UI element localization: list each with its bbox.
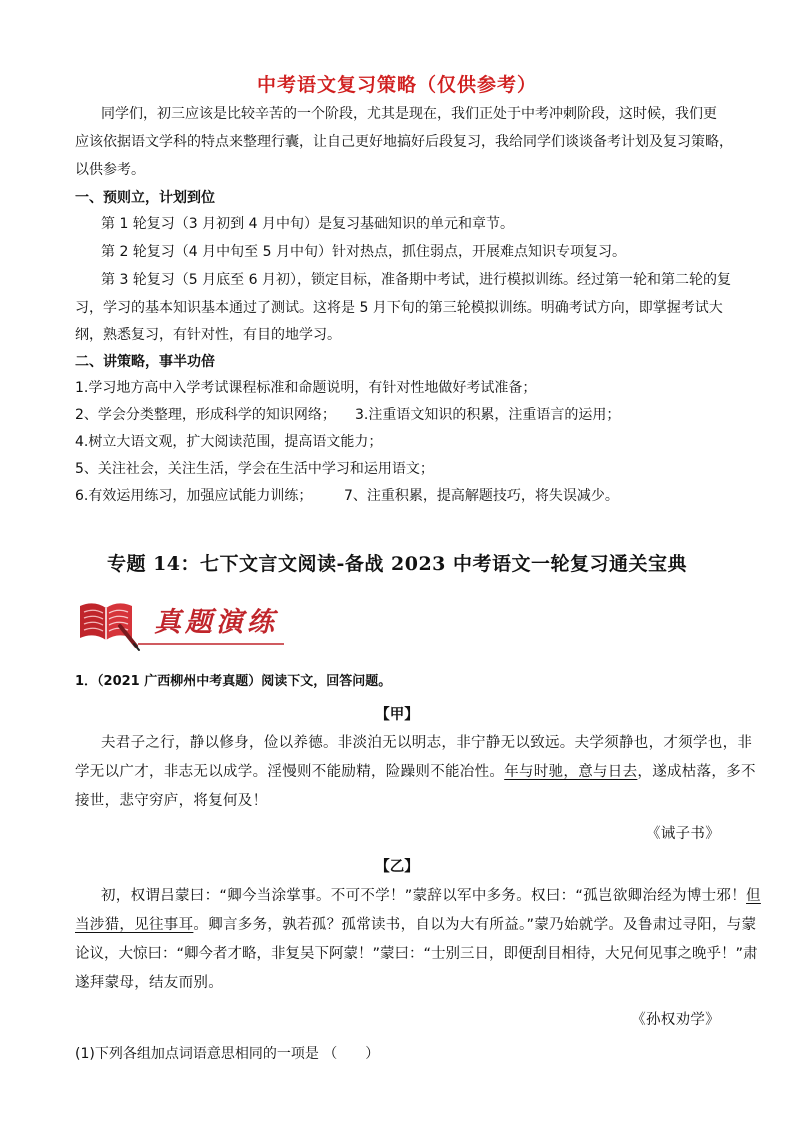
passage-a-label: 【甲】 bbox=[375, 707, 419, 723]
passage-b-line-3: 论议，大惊曰：“卿今者才略，非复吴下阿蒙！”蒙曰：“士别三日，即便刮目相待，大兄何见事之晚乎！”肃 bbox=[75, 946, 758, 962]
passage-b-line-1-text: 初，权谓吕蒙曰：“卿今当涂掌事。不可不学！”蒙辞以军中多务。权曰：“孤岂欲卿治经为博士邪！ bbox=[101, 888, 747, 904]
strategy-item-2: 2、学会分类整理，形成科学的知识网络； bbox=[75, 407, 336, 423]
section1-heading: 一、预则立，计划到位 bbox=[75, 190, 215, 206]
passage-b-line-2 bbox=[75, 911, 775, 940]
strategy-item-3: 3.注重语文知识的积累，注重语言的运用； bbox=[355, 407, 621, 423]
section2-heading: 二、讲策略，事半功倍 bbox=[75, 354, 215, 370]
round1-text: 第 1 轮复习（3 月初到 4 月中旬）是复习基础知识的单元和章节。 bbox=[101, 216, 514, 232]
topic-title: 专题 14：七下文言文阅读-备战 2023 中考语文一轮复习通关宝典 bbox=[106, 553, 688, 575]
underlined-char: 但 bbox=[746, 888, 761, 904]
zhenti-banner bbox=[76, 596, 288, 652]
passage-a-line-2-text: 学无以广才，非志无以成学。淫慢则不能励精，险躁则不能冶性。 bbox=[75, 764, 505, 780]
banner-text: 真题演练 bbox=[154, 607, 278, 638]
round2-text: 第 2 轮复习（4 月中旬至 5 月中旬）针对热点，抓住弱点，开展难点知识专项复习。 bbox=[101, 244, 626, 260]
strategy-item-7: 7、注重积累，提高解题技巧，将失误减少。 bbox=[344, 488, 619, 504]
intro-line-2: 应该依据语文学科的特点来整理行囊，让自己更好地搞好后段复习，我给同学们谈谈备考计划及复习策略， bbox=[75, 134, 733, 150]
passage-b-label: 【乙】 bbox=[375, 859, 419, 875]
passage-b-line-2-text: 。卿言多务，孰若孤？孤常读书，自以为大有所益。”蒙乃始就学。及鲁肃过寻阳，与蒙 bbox=[193, 917, 757, 933]
round3-line-1: 第 3 轮复习（5 月底至 6 月初），锁定目标，准备期中考试，进行模拟训练。经过第一轮和第二轮的复 bbox=[101, 272, 731, 288]
passage-b-line-1 bbox=[101, 882, 791, 911]
intro-line-1: 同学们，初三应该是比较辛苦的一个阶段，尤其是现在，我们正处于中考冲刺阶段，这时候，我们更 bbox=[101, 106, 717, 122]
sub-question-1: (1)下列各组加点词语意思相同的一项是 （ ） bbox=[75, 1046, 380, 1062]
passage-b-source: 《孙权劝学》 bbox=[631, 1012, 720, 1028]
passage-a-line-3: 接世，悲守穷庐，将复何及！ bbox=[75, 793, 268, 809]
underlined-phrase-b: 当涉猎，见往事耳 bbox=[75, 917, 194, 933]
underlined-phrase: 年与时驰，意与日去 bbox=[504, 764, 638, 780]
passage-a-source: 《诫子书》 bbox=[646, 826, 720, 842]
strategy-item-4: 4.树立大语文观，扩大阅读范围，提高语文能力； bbox=[75, 434, 383, 450]
strategy-item-1: 1.学习地方高中入学考试课程标准和命题说明，有针对性地做好考试准备； bbox=[75, 380, 537, 396]
strategy-item-5: 5、关注社会，关注生活，学会在生活中学习和运用语文； bbox=[75, 461, 434, 477]
passage-a-line-2-tail: ，遂成枯落，多不 bbox=[637, 764, 756, 780]
strategy-item-6: 6.有效运用练习，加强应试能力训练； bbox=[75, 488, 313, 504]
question-stem: 1．（2021 广西柳州中考真题）阅读下文，回答问题。 bbox=[75, 674, 392, 689]
passage-b-line-4: 遂拜蒙母，结友而别。 bbox=[75, 975, 223, 991]
page-title: 中考语文复习策略（仅供参考） bbox=[256, 74, 537, 96]
intro-line-3: 以供参考。 bbox=[75, 162, 145, 178]
round3-line-2: 习，学习的基本知识基本通过了测试。这将是 5 月下旬的第三轮模拟训练。明确考试方向，即掌握考试大 bbox=[75, 300, 723, 316]
passage-a-line-2 bbox=[75, 758, 775, 787]
passage-a-line-1: 夫君子之行，静以修身，俭以养德。非淡泊无以明志，非宁静无以致远。夫学须静也，才须学也，非 bbox=[101, 735, 753, 751]
round3-line-3: 纲，熟悉复习，有针对性，有目的地学习。 bbox=[75, 327, 341, 343]
